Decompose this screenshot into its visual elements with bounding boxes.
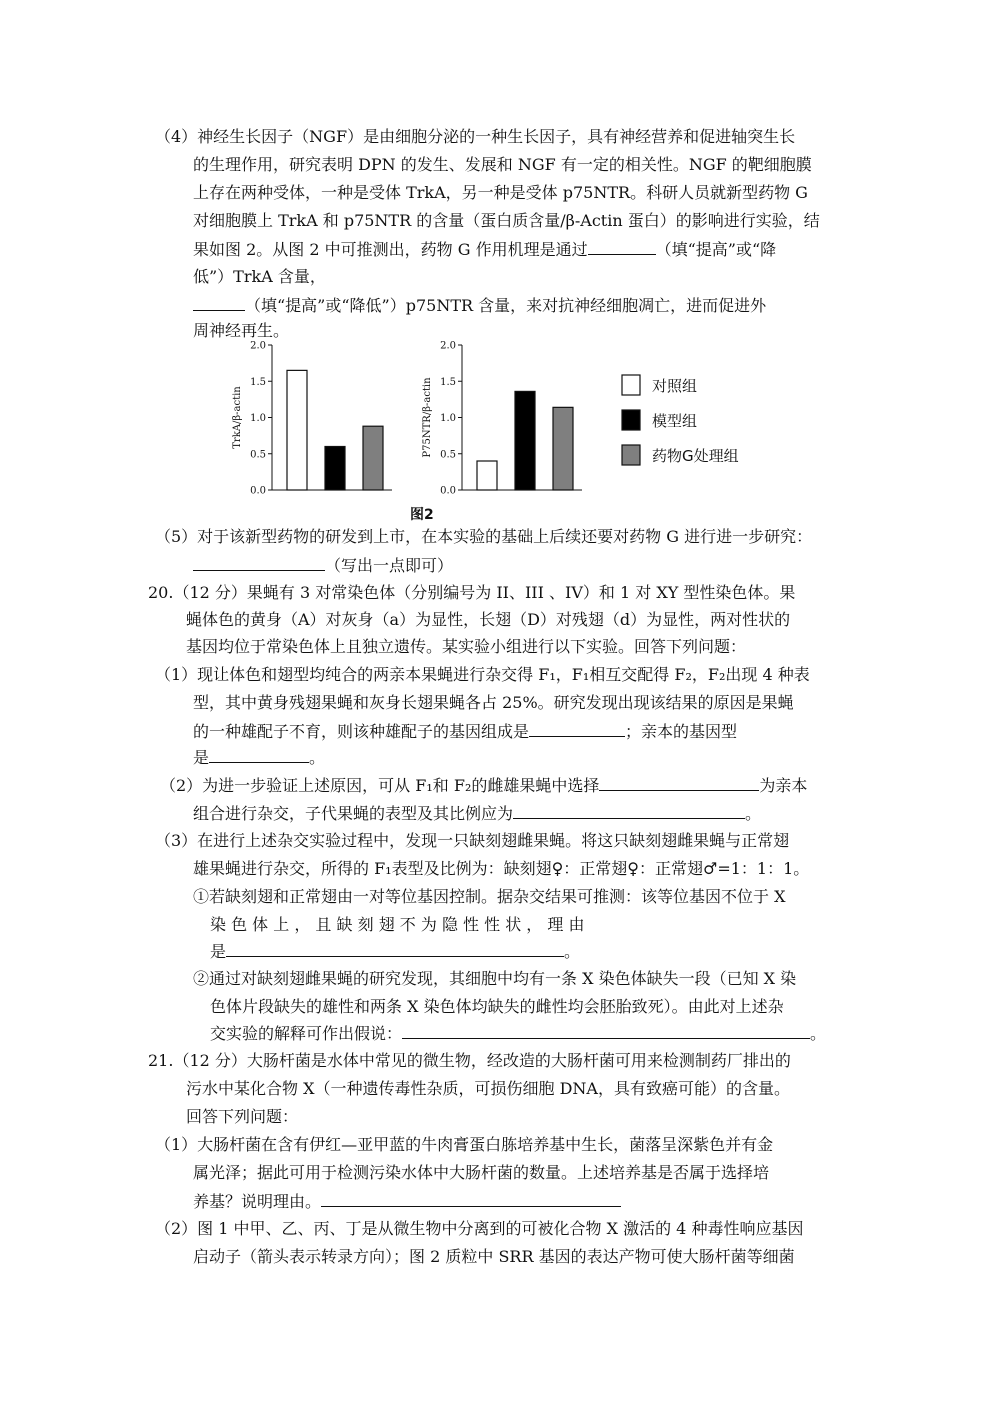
q19-4-line-2: 的生理作用，研究表明 DPN 的发生、发展和 NGF 有一定的相关性。NGF 的靶细胞膜 xyxy=(193,155,812,174)
q19-4-line-7 xyxy=(193,292,766,319)
bar-1 xyxy=(287,370,307,490)
answer-blank[interactable] xyxy=(513,800,745,819)
q20-head-2: 蝇体色的黄身（A）对灰身（a）为显性，长翅（D）对残翅（d）为显性，两对性状的 xyxy=(186,610,791,629)
q19-4-line-8: 周神经再生。 xyxy=(193,321,290,340)
q21-1-line-1: （1）大肠杆菌在含有伊红—亚甲蓝的牛肉膏蛋白胨培养基中生长，菌落呈深紫色并有金 xyxy=(155,1135,774,1154)
legend-swatch xyxy=(622,410,640,430)
y-tick-label: 1.5 xyxy=(440,376,456,388)
text: 为亲本 xyxy=(759,776,808,795)
q20-head-1: 20.（12 分）果蝇有 3 对常染色体（分别编号为 II、III 、IV）和 1 对 XY 型性染色体。果 xyxy=(148,583,796,602)
text: （2）为进一步验证上述原因，可从 F₁和 F₂的雌雄果蝇中选择 xyxy=(160,776,600,795)
q20-3-sub2-line-1: ②通过对缺刻翅雌果蝇的研究发现，其细胞中均有一条 X 染色体缺失一段（已知 X 染 xyxy=(193,969,797,988)
text: 交实验的解释可作出假说： xyxy=(210,1024,403,1043)
answer-blank[interactable] xyxy=(588,236,656,255)
bar-2 xyxy=(515,391,535,490)
answer-blank[interactable] xyxy=(193,552,325,571)
text: 。 xyxy=(309,748,326,767)
figure-2 xyxy=(225,330,785,530)
answer-blank[interactable] xyxy=(599,772,759,791)
answer-blank[interactable] xyxy=(226,938,564,957)
text: 。 xyxy=(564,942,581,961)
q20-3-line-2: 雄果蝇进行杂交，所得的 F₁表型及比例为：缺刻翅♀：正常翅♀：正常翅♂=1：1：1。 xyxy=(193,859,810,878)
y-tick-label: 1.5 xyxy=(250,376,266,388)
q20-3-sub2-line-2: 色体片段缺失的雄性和两条 X 染色体均缺失的雌性均会胚胎致死）。由此对上述杂 xyxy=(210,997,784,1016)
q21-2-line-1: （2）图 1 中甲、乙、丙、丁是从微生物中分离到的可被化合物 X 激活的 4 种毒性响应基因 xyxy=(155,1219,804,1238)
chart-legend xyxy=(622,375,739,465)
y-tick-label: 1.0 xyxy=(440,413,456,424)
q20-3-sub1-line-2: 染 色 体 上 ， 且 缺 刻 翅 不 为 隐 性 性 状 ， 理 由 xyxy=(210,915,585,934)
y-tick-label: 0.5 xyxy=(250,449,266,461)
text: 果如图 2。从图 2 中可推测出，药物 G 作用机理是通过 xyxy=(193,240,588,259)
q19-4-line-5 xyxy=(193,236,776,263)
answer-blank[interactable] xyxy=(193,292,245,311)
legend-swatch xyxy=(622,445,640,465)
q21-head-3: 回答下列问题： xyxy=(186,1107,299,1126)
y-tick-label: 1.0 xyxy=(250,413,266,424)
legend-label: 对照组 xyxy=(652,377,698,395)
legend-label: 模型组 xyxy=(652,412,698,430)
bar-1 xyxy=(477,461,497,490)
text: （写出一点即可） xyxy=(325,556,454,575)
q21-1-line-2: 属光泽；据此可用于检测污染水体中大肠杆菌的数量。上述培养基是否属于选择培 xyxy=(193,1163,770,1182)
answer-blank[interactable] xyxy=(529,718,625,737)
text: 的一种雄配子不育，则该种雄配子的基因组成是 xyxy=(193,722,530,741)
bar-3 xyxy=(553,407,573,490)
legend-swatch xyxy=(622,375,640,395)
y-axis-label: P75NTR/β-actin xyxy=(422,377,433,458)
q20-1-line-3 xyxy=(193,718,737,745)
y-tick-label: 2.0 xyxy=(250,340,266,352)
q19-5-line-1: （5）对于该新型药物的研发到上市，在本实验的基础上后续还要对药物 G 进行进一步研究： xyxy=(155,527,813,546)
q20-1-line-2: 型，其中黄身残翅果蝇和灰身长翅果蝇各占 25%。研究发现出现该结果的原因是果蝇 xyxy=(193,693,794,712)
text: （填“提高”或“降低”）p75NTR 含量，来对抗神经细胞凋亡，进而促进外 xyxy=(245,296,767,315)
text: 。 xyxy=(810,1024,827,1043)
answer-blank[interactable] xyxy=(402,1020,810,1039)
figure-caption: 图2 xyxy=(410,507,434,523)
q20-2-line-2 xyxy=(193,800,761,827)
answer-blank[interactable] xyxy=(321,1188,621,1207)
q20-head-3: 基因均位于常染色体上且独立遗传。某实验小组进行以下实验。回答下列问题： xyxy=(186,637,747,656)
q20-3-line-1: （3）在进行上述杂交实验过程中，发现一只缺刻翅雌果蝇。将这只缺刻翅雌果蝇与正常翅 xyxy=(155,831,790,850)
q19-5-line-2 xyxy=(193,552,453,579)
q21-1-line-3 xyxy=(193,1188,621,1215)
chart-trka xyxy=(232,341,392,497)
q21-head-1: 21.（12 分）大肠杆菌是水体中常见的微生物，经改造的大肠杆菌可用来检测制药厂排出的 xyxy=(148,1051,791,1070)
chart-p75ntr xyxy=(422,341,582,497)
q20-3-sub1-line-3 xyxy=(210,938,580,965)
q19-4-line-3: 上存在两种受体，一种是受体 TrkA，另一种是受体 p75NTR。科研人员就新型药物 G xyxy=(193,183,808,202)
q19-4-line-4: 对细胞膜上 TrkA 和 p75NTR 的含量（蛋白质含量/β-Actin 蛋白）的影响进行实验，结 xyxy=(193,211,820,230)
legend-label: 药物G处理组 xyxy=(652,447,739,465)
y-tick-label: 2.0 xyxy=(440,340,456,352)
text: （填“提高”或“降 xyxy=(655,240,777,259)
bar-2 xyxy=(325,447,345,491)
answer-blank[interactable] xyxy=(209,744,309,763)
q19-4-line-1: （4）神经生长因子（NGF）是由细胞分泌的一种生长因子，具有神经营养和促进轴突生长 xyxy=(155,127,796,146)
q20-3-sub2-line-3 xyxy=(210,1020,826,1047)
y-axis-label: TrkA/β-actin xyxy=(232,386,243,449)
q21-2-line-2: 启动子（箭头表示转录方向）；图 2 质粒中 SRR 基因的表达产物可使大肠杆菌等细菌 xyxy=(193,1247,795,1266)
q20-3-sub1-line-1: ①若缺刻翅和正常翅由一对等位基因控制。据杂交结果可推测：该等位基因不位于 X xyxy=(193,887,786,906)
y-tick-label: 0.0 xyxy=(440,485,456,497)
bar-3 xyxy=(363,426,383,490)
text: 。 xyxy=(745,804,762,823)
q20-1-line-4 xyxy=(193,744,325,771)
q20-2-line-1 xyxy=(160,772,807,799)
y-tick-label: 0.0 xyxy=(250,485,266,497)
y-tick-label: 0.5 xyxy=(440,449,456,461)
text: 组合进行杂交，子代果蝇的表型及其比例应为 xyxy=(193,804,514,823)
text: 是 xyxy=(210,942,227,961)
text: 是 xyxy=(193,748,210,767)
q19-4-line-6: 低”）TrkA 含量， xyxy=(193,267,326,286)
text: 养基？说明理由。 xyxy=(193,1192,322,1211)
q20-1-line-1: （1）现让体色和翅型均纯合的两亲本果蝇进行杂交得 F₁，F₁相互交配得 F₂，F₂出现 4 种表 xyxy=(155,665,810,684)
q21-head-2: 污水中某化合物 X（一种遗传毒性杂质，可损伤细胞 DNA，具有致癌可能）的含量。 xyxy=(186,1079,790,1098)
text: ；亲本的基因型 xyxy=(625,722,738,741)
